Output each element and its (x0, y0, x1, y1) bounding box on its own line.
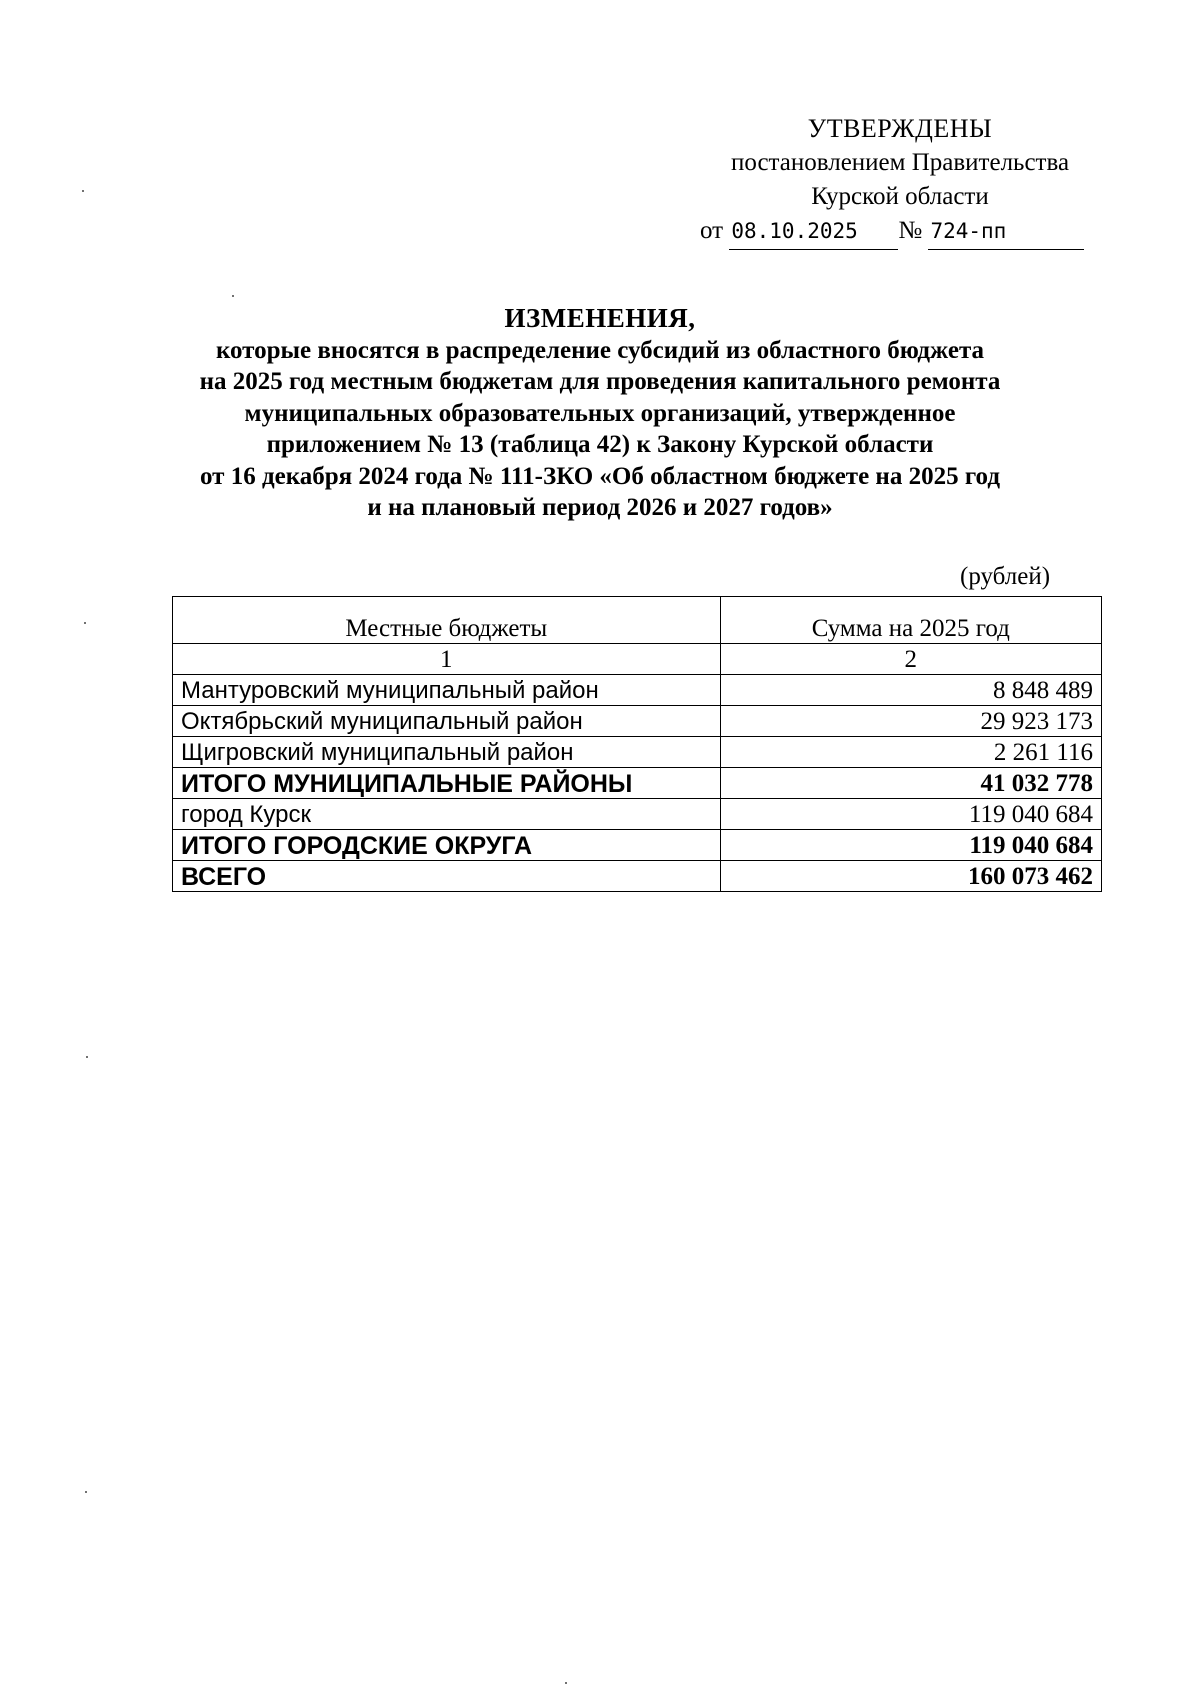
approval-heading: УТВЕРЖДЕНЫ (807, 114, 993, 143)
approval-date: 08.10.2025 (729, 214, 898, 250)
title-line: на 2025 год местным бюджетам для проведения капитального ремонта (199, 368, 1001, 395)
date-prefix: от (700, 217, 724, 244)
row-name: Мантуровский муниципальный район (173, 675, 721, 706)
approval-date-line (700, 214, 1130, 250)
scan-speck (82, 190, 84, 192)
row-name: город Курск (173, 799, 721, 830)
table-row (173, 799, 1102, 830)
table-row-grand-total (173, 861, 1102, 892)
scan-speck (232, 295, 234, 297)
column-number-row (173, 644, 1102, 675)
table-row (173, 737, 1102, 768)
unit-label: (рублей) (960, 563, 1051, 590)
row-value: 2 261 116 (720, 737, 1101, 768)
row-name: ВСЕГО (173, 861, 721, 892)
row-name: Щигровский муниципальный район (173, 737, 721, 768)
row-value: 119 040 684 (720, 799, 1101, 830)
column-number: 1 (173, 644, 721, 675)
budget-table (172, 596, 1102, 892)
row-name: ИТОГО ГОРОДСКИЕ ОКРУГА (173, 830, 721, 861)
row-value: 41 032 778 (720, 768, 1101, 799)
document-title (150, 303, 1050, 524)
approval-stamp (690, 112, 1110, 244)
title-main: ИЗМЕНЕНИЯ, (504, 303, 696, 333)
row-name: ИТОГО МУНИЦИПАЛЬНЫЕ РАЙОНЫ (173, 768, 721, 799)
approval-line-2: Курской области (811, 183, 989, 210)
scan-speck (85, 1491, 87, 1493)
title-line: от 16 декабря 2024 года № 111-ЗКО «Об областном бюджете на 2025 год (200, 462, 1000, 490)
approval-line-1: постановлением Правительства (730, 149, 1070, 176)
title-line: и на плановый период 2026 и 2027 годов» (367, 494, 833, 521)
column-number: 2 (720, 644, 1101, 675)
header-sum-2025: Сумма на 2025 год (720, 597, 1101, 644)
header-local-budgets: Местные бюджеты (173, 597, 721, 644)
row-value: 160 073 462 (720, 861, 1101, 892)
title-line: муниципальных образовательных организаций, утвержденное (244, 399, 956, 427)
row-value: 8 848 489 (720, 675, 1101, 706)
number-prefix: № (898, 217, 923, 244)
title-line: которые вносятся в распределение субсидий из областного бюджета (215, 336, 985, 364)
table-row (173, 675, 1102, 706)
scan-speck (84, 622, 86, 624)
table-header-row (173, 597, 1102, 644)
row-name: Октябрьский муниципальный район (173, 706, 721, 737)
table-row-subtotal (173, 830, 1102, 861)
title-line: приложением № 13 (таблица 42) к Закону Курской области (266, 431, 934, 458)
row-value: 119 040 684 (720, 830, 1101, 861)
row-value: 29 923 173 (720, 706, 1101, 737)
table-row (173, 706, 1102, 737)
scan-speck (565, 1682, 567, 1684)
table-row-subtotal (173, 768, 1102, 799)
scan-speck (86, 1056, 88, 1058)
approval-number: 724-пп (928, 214, 1084, 250)
